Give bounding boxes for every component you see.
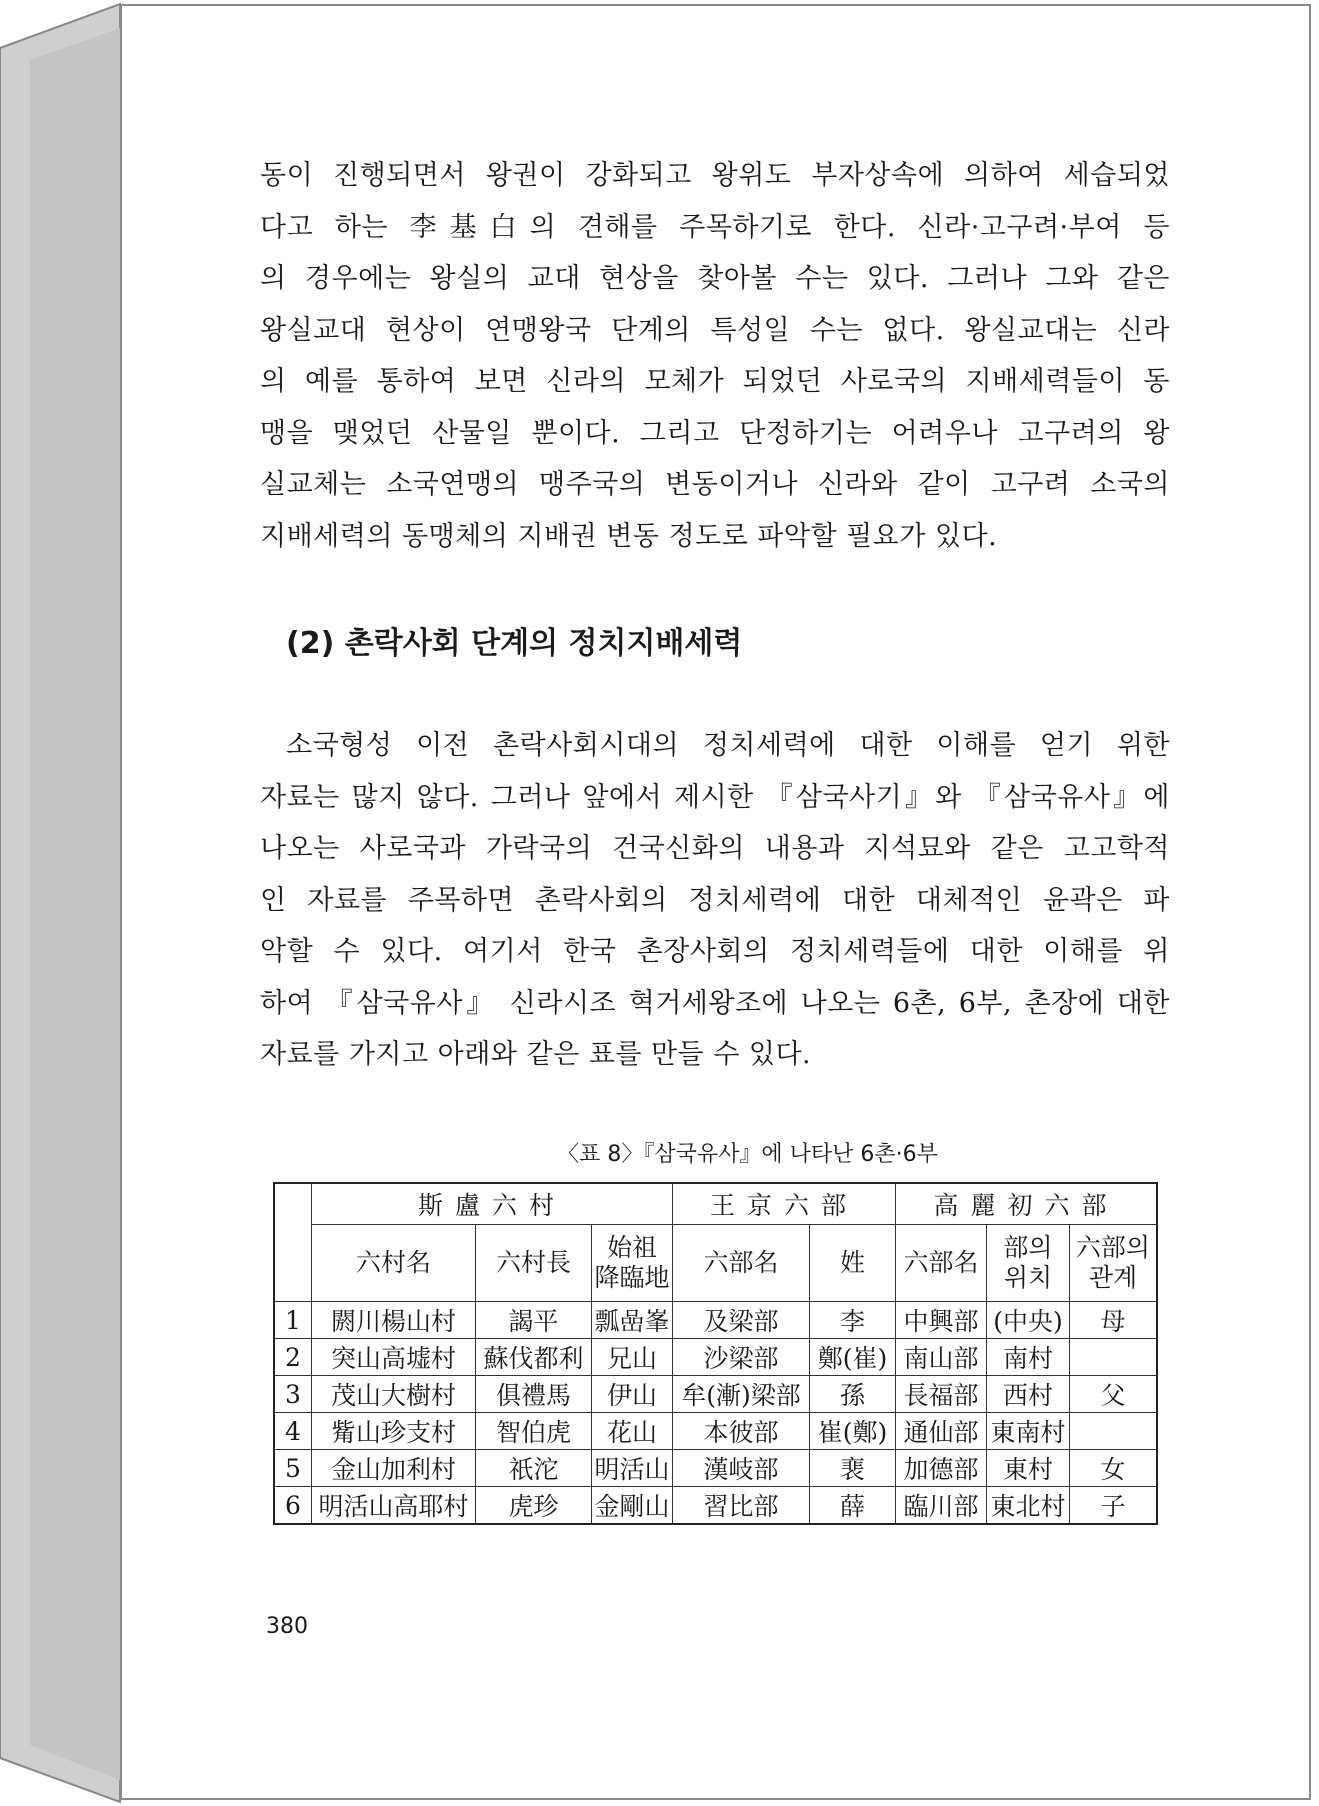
table-cell: 中興部 xyxy=(896,1302,987,1339)
table-cell: 牟(漸)梁部 xyxy=(673,1376,810,1413)
text-line: 소국형성 이전 촌락사회시대의 정치세력에 대한 이해를 얻기 위한 xyxy=(286,730,1170,761)
table-cell xyxy=(1070,1339,1158,1376)
table-cell: 孫 xyxy=(810,1376,896,1413)
table-cell: 兄山 xyxy=(592,1339,673,1376)
table-cell: 花山 xyxy=(592,1413,673,1450)
table-cell: 習比部 xyxy=(673,1487,810,1525)
text-line: 자료는 많지 않다. 그러나 앞에서 제시한 『삼국사기』와 『삼국유사』에 xyxy=(260,781,1170,813)
table-cell: 母 xyxy=(1070,1302,1158,1339)
column-header: 部의 위치 xyxy=(987,1225,1070,1302)
table-cell: 子 xyxy=(1070,1487,1158,1525)
text-line: 왕실교대 현상이 연맹왕국 단계의 특성일 수는 없다. 왕실교대는 신라 xyxy=(260,314,1170,346)
column-header: 始祖 降臨地 xyxy=(592,1225,673,1302)
column-header: 姓 xyxy=(810,1225,896,1302)
group-header: 斯盧六村 xyxy=(312,1183,673,1225)
paragraph-2 xyxy=(260,720,1170,1081)
page-number: 380 xyxy=(266,1614,308,1639)
table-row xyxy=(274,1487,1157,1525)
table-cell: 通仙部 xyxy=(896,1413,987,1450)
table-cell: 明活山 xyxy=(592,1450,673,1487)
table-caption xyxy=(0,1137,1319,1168)
paragraph-1 xyxy=(260,150,1170,562)
row-number: 2 xyxy=(274,1339,312,1376)
table-8 xyxy=(273,1182,1158,1525)
table-cell: 金剛山 xyxy=(592,1487,673,1525)
table-row xyxy=(274,1339,1157,1376)
table-cell: 加德部 xyxy=(896,1450,987,1487)
table-cell: 南山部 xyxy=(896,1339,987,1376)
table-caption-text: 〈표 8〉『삼국유사』에 나타난 6촌·6부 xyxy=(557,1142,938,1167)
table-cell: 臨川部 xyxy=(896,1487,987,1525)
table-cell: 伊山 xyxy=(592,1376,673,1413)
table-cell: 蘇伐都利 xyxy=(476,1339,592,1376)
table-cell: 突山高墟村 xyxy=(312,1339,476,1376)
column-header: 六部의 관계 xyxy=(1070,1225,1158,1302)
table-cell: 父 xyxy=(1070,1376,1158,1413)
text-line: 맹을 맺었던 산물일 뿐이다. 그리고 단정하기는 어려우나 고구려의 왕 xyxy=(260,417,1170,449)
table-cell: 俱禮馬 xyxy=(476,1376,592,1413)
table-cell: 祇沱 xyxy=(476,1450,592,1487)
row-number: 3 xyxy=(274,1376,312,1413)
table-cell: 智伯虎 xyxy=(476,1413,592,1450)
text-line: 인 자료를 주목하면 촌락사회의 정치세력에 대한 대체적인 윤곽은 파 xyxy=(260,884,1170,916)
text-line: 의 경우에는 왕실의 교대 현상을 찾아볼 수는 있다. 그러나 그와 같은 xyxy=(260,263,1170,294)
row-number: 1 xyxy=(274,1302,312,1339)
row-number: 5 xyxy=(274,1450,312,1487)
table-cell: 長福部 xyxy=(896,1376,987,1413)
table-row xyxy=(274,1376,1157,1413)
table-cell: 薛 xyxy=(810,1487,896,1525)
table-cell: 茂山大樹村 xyxy=(312,1376,476,1413)
table-cell: 裵 xyxy=(810,1450,896,1487)
table-cell: 女 xyxy=(1070,1450,1158,1487)
table-cell: 南村 xyxy=(987,1339,1070,1376)
group-header: 高麗初六部 xyxy=(896,1183,1158,1225)
table-row xyxy=(274,1302,1157,1339)
table-cell: 觜山珍支村 xyxy=(312,1413,476,1450)
table-cell: 東南村 xyxy=(987,1413,1070,1450)
text-line: 지배세력의 동맹체의 지배권 변동 정도로 파악할 필요가 있다. xyxy=(260,520,998,552)
table-cell: (中央) xyxy=(987,1302,1070,1339)
row-number: 6 xyxy=(274,1487,312,1525)
column-header: 六部名 xyxy=(673,1225,810,1302)
table-cell: 金山加利村 xyxy=(312,1450,476,1487)
text-line: 다고 하는 李基白의 견해를 주목하기로 한다. 신라·고구려·부여 등 xyxy=(260,211,1170,243)
text-line: 자료를 가지고 아래와 같은 표를 만들 수 있다. xyxy=(260,1039,812,1070)
text-line: 실교체는 소국연맹의 맹주국의 변동이거나 신라와 같이 고구려 소국의 xyxy=(260,469,1170,500)
table-cell xyxy=(1070,1413,1158,1450)
table-cell: 本彼部 xyxy=(673,1413,810,1450)
table-cell: 李 xyxy=(810,1302,896,1339)
table-cell: 瓢嵒峯 xyxy=(592,1302,673,1339)
column-header: 六部名 xyxy=(896,1225,987,1302)
table-cell: 東村 xyxy=(987,1450,1070,1487)
table-cell: 崔(鄭) xyxy=(810,1413,896,1450)
table-cell: 虎珍 xyxy=(476,1487,592,1525)
text-line: 나오는 사로국과 가락국의 건국신화의 내용과 지석묘와 같은 고고학적 xyxy=(260,833,1170,864)
table-cell: 明活山高耶村 xyxy=(312,1487,476,1525)
text-line: 악할 수 있다. 여기서 한국 촌장사회의 정치세력들에 대한 이해를 위 xyxy=(260,936,1170,967)
table-cell: 閼川楊山村 xyxy=(312,1302,476,1339)
table-cell: 沙梁部 xyxy=(673,1339,810,1376)
row-number: 4 xyxy=(274,1413,312,1450)
table-row xyxy=(274,1413,1157,1450)
text-line: 하여 『삼국유사』 신라시조 혁거세왕조에 나오는 6촌, 6부, 촌장에 대한 xyxy=(260,987,1170,1019)
group-header: 王京六部 xyxy=(673,1183,896,1225)
column-header: 六村名 xyxy=(312,1225,476,1302)
table-cell: 謁平 xyxy=(476,1302,592,1339)
section-heading: (2) 촌락사회 단계의 정치지배세력 xyxy=(286,626,743,661)
table-cell: 漢岐部 xyxy=(673,1450,810,1487)
header-blank xyxy=(274,1183,312,1302)
table-row xyxy=(274,1450,1157,1487)
text-line: 동이 진행되면서 왕권이 강화되고 왕위도 부자상속에 의하여 세습되었 xyxy=(260,160,1170,191)
table-cell: 及梁部 xyxy=(673,1302,810,1339)
text-line: 의 예를 통하여 보면 신라의 모체가 되었던 사로국의 지배세력들이 동 xyxy=(260,366,1170,397)
table-cell: 鄭(崔) xyxy=(810,1339,896,1376)
table-cell: 東北村 xyxy=(987,1487,1070,1525)
column-header: 六村長 xyxy=(476,1225,592,1302)
table-cell: 西村 xyxy=(987,1376,1070,1413)
